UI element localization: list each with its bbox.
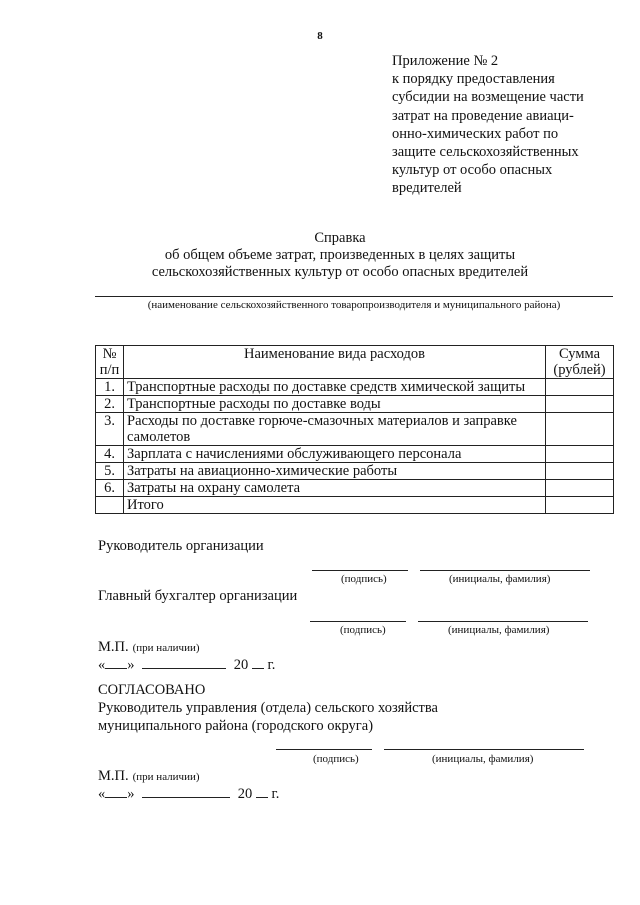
expenses-table	[95, 345, 614, 514]
agreed-signature-line[interactable]	[276, 749, 372, 750]
appendix-line: субсидии на возмещение части	[392, 89, 584, 106]
appendix-line: защите сельскохозяйственных	[392, 144, 579, 161]
appendix-line: Приложение № 2	[392, 53, 499, 69]
header-expense-name: Наименование вида расходов	[124, 346, 546, 379]
date-month-blank[interactable]	[142, 785, 230, 798]
accountant-initials-line[interactable]	[418, 621, 588, 622]
agreed-line-2: муниципального района (городского округа)	[98, 718, 374, 734]
appendix-line: онно-химических работ по	[392, 125, 559, 142]
header-sum	[546, 346, 614, 379]
appendix-line: культур от особо опасных	[392, 162, 553, 179]
row-expense-name: Зарплата с начислениями обслуживающего персонала	[124, 446, 546, 463]
head-signature-line[interactable]	[312, 570, 408, 571]
table-total-row	[96, 497, 614, 514]
table-header-row	[96, 346, 614, 379]
head-label: Руководитель организации	[98, 538, 264, 554]
header-number-line-1: №	[102, 346, 117, 362]
table-row	[96, 463, 614, 480]
date-day-blank[interactable]	[105, 785, 127, 798]
date-line-2	[98, 785, 279, 803]
date-day-blank[interactable]	[105, 656, 127, 669]
table-row	[96, 446, 614, 463]
producer-name-line[interactable]	[95, 296, 613, 297]
date-month-blank[interactable]	[142, 656, 226, 669]
row-number	[96, 497, 124, 514]
accountant-signature-line[interactable]	[310, 621, 406, 622]
row-expense-name: Затраты на авиационно-химические работы	[124, 463, 546, 480]
page-number: 8	[317, 30, 323, 42]
date-year-blank[interactable]	[252, 656, 264, 669]
agreed-initials-line[interactable]	[384, 749, 584, 750]
table-row	[96, 379, 614, 396]
date-quote-open: «	[98, 657, 106, 673]
table-row	[96, 396, 614, 413]
table-row	[96, 480, 614, 497]
document-title	[0, 230, 640, 281]
title-line-2: сельскохозяйственных культур от особо опасных вредителей	[151, 264, 529, 280]
row-sum[interactable]	[546, 480, 614, 497]
date-line-1	[98, 656, 275, 674]
row-sum[interactable]	[546, 497, 614, 514]
row-sum[interactable]	[546, 379, 614, 396]
row-expense-name: Затраты на охрану самолета	[124, 480, 546, 497]
date-year-suffix: г.	[271, 786, 280, 802]
row-number: 4.	[96, 446, 124, 463]
row-expense-name: Транспортные расходы по доставке воды	[124, 396, 546, 413]
header-sum-line-1: Сумма	[558, 346, 601, 362]
head-signature-caption: (подпись)	[341, 573, 387, 585]
table-row	[96, 413, 614, 446]
row-number: 3.	[96, 413, 124, 446]
date-year-prefix: 20	[233, 657, 249, 673]
row-number: 5.	[96, 463, 124, 480]
row-sum[interactable]	[546, 396, 614, 413]
row-number: 1.	[96, 379, 124, 396]
appendix-line: затрат на проведение авиаци-	[392, 107, 574, 124]
header-number-line-2: п/п	[99, 362, 120, 378]
title-heading: Справка	[314, 230, 366, 246]
stamp-label: М.П.	[98, 639, 129, 655]
header-sum-line-2: (рублей)	[553, 362, 606, 378]
date-year-blank[interactable]	[256, 785, 268, 798]
accountant-initials-caption: (инициалы, фамилия)	[448, 624, 550, 636]
row-sum[interactable]	[546, 446, 614, 463]
agreed-initials-caption: (инициалы, фамилия)	[432, 753, 534, 765]
appendix-note	[392, 52, 584, 198]
date-year-suffix: г.	[267, 657, 276, 673]
accountant-signature-caption: (подпись)	[340, 624, 386, 636]
row-sum[interactable]	[546, 413, 614, 446]
stamp-note: (при наличии)	[132, 771, 200, 783]
row-number: 6.	[96, 480, 124, 497]
appendix-line: вредителей	[392, 180, 462, 197]
row-expense-name: Итого	[124, 497, 546, 514]
date-quote-close: »	[127, 657, 135, 673]
stamp-line-2	[98, 767, 200, 785]
date-year-prefix: 20	[237, 786, 253, 802]
header-number	[96, 346, 124, 379]
appendix-line: к порядку предоставления	[392, 71, 555, 88]
agreed-line-1: Руководитель управления (отдела) сельского хозяйства	[98, 700, 438, 716]
stamp-line-1	[98, 638, 200, 656]
accountant-label: Главный бухгалтер организации	[98, 588, 298, 604]
date-quote-open: «	[98, 786, 106, 802]
agreed-heading: СОГЛАСОВАНО	[98, 682, 206, 698]
producer-caption: (наименование сельскохозяйственного товаропроизводителя и муниципального района)	[147, 299, 561, 311]
row-expense-name: Транспортные расходы по доставке средств химической защиты	[124, 379, 546, 396]
row-number: 2.	[96, 396, 124, 413]
stamp-note: (при наличии)	[132, 642, 200, 654]
row-expense-name: Расходы по доставке горюче-смазочных материалов и заправке самолетов	[124, 413, 546, 446]
date-quote-close: »	[127, 786, 135, 802]
agreed-signature-caption: (подпись)	[313, 753, 359, 765]
title-line-1: об общем объеме затрат, произведенных в целях защиты	[164, 247, 516, 263]
row-sum[interactable]	[546, 463, 614, 480]
head-initials-caption: (инициалы, фамилия)	[449, 573, 551, 585]
head-initials-line[interactable]	[420, 570, 590, 571]
stamp-label: М.П.	[98, 768, 129, 784]
